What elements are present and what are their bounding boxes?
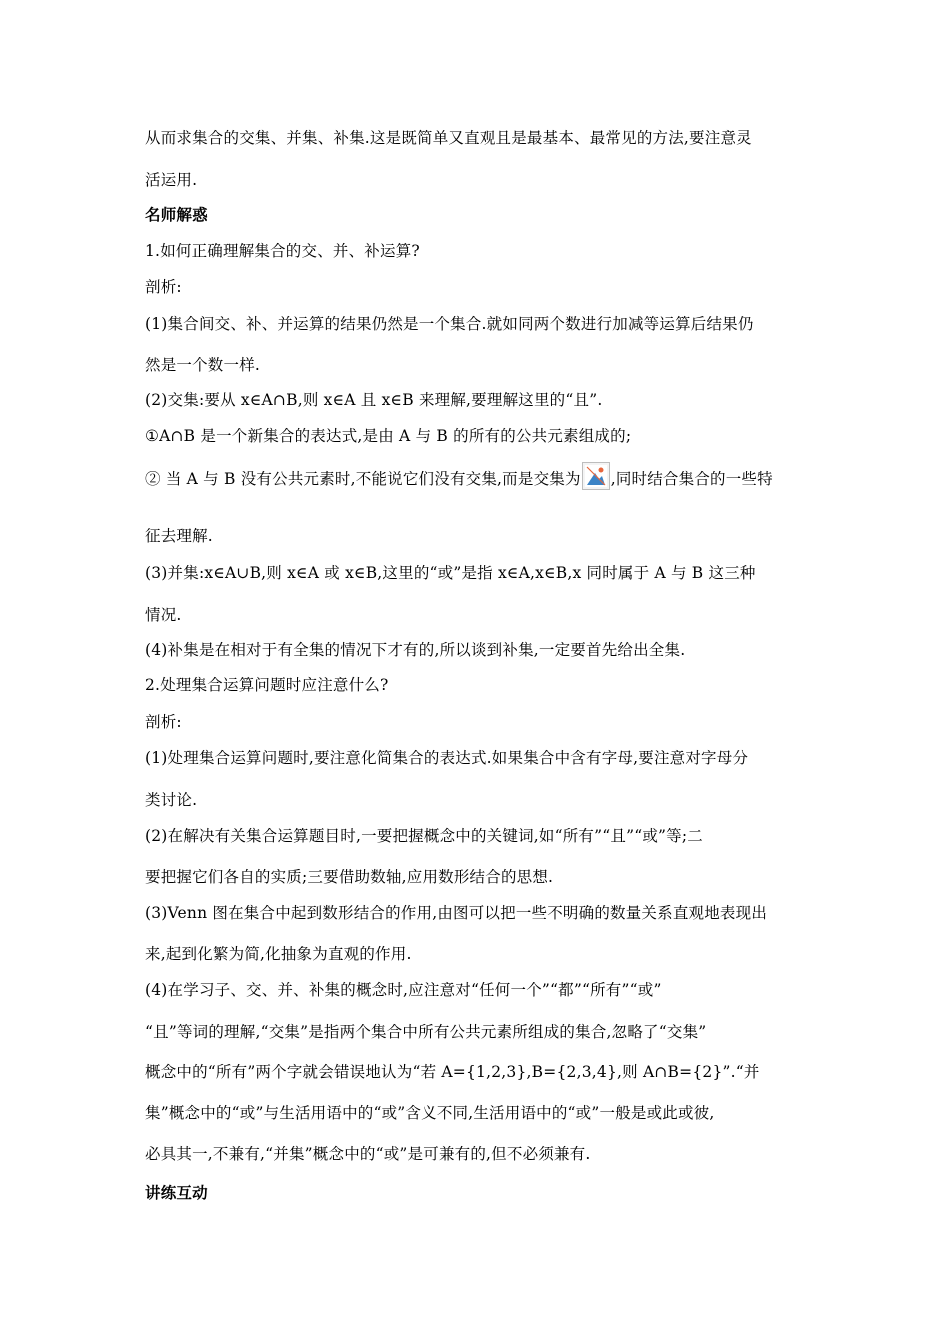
text-line: (1)集合间交、补、并运算的结果仍然是一个集合.就如同两个数进行加减等运算后结果仍 — [145, 315, 754, 333]
text-line: 活运用. — [145, 171, 198, 189]
text-line: (4)在学习子、交、并、补集的概念时,应注意对“任何一个”“都”“所有”“或” — [145, 981, 662, 999]
text-line: 从而求集合的交集、并集、补集.这是既简单又直观且是最基本、最常见的方法,要注意灵 — [145, 129, 752, 147]
question-heading: 2.处理集合运算问题时应注意什么? — [145, 676, 389, 694]
text-line: 情况. — [145, 606, 182, 624]
text-line: (2)交集:要从 x∈A∩B,则 x∈A 且 x∈B 来理解,要理解这里的“且”. — [145, 391, 603, 409]
text-segment: ② 当 A 与 B 没有公共元素时,不能说它们没有交集,而是交集为 — [145, 470, 581, 488]
text-line: “且”等词的理解,“交集”是指两个集合中所有公共元素所组成的集合,忽略了“交集” — [145, 1023, 707, 1041]
text-line: 来,起到化繁为简,化抽象为直观的作用. — [145, 945, 412, 963]
text-line: 剖析: — [145, 278, 182, 296]
question-heading: 1.如何正确理解集合的交、并、补运算? — [145, 242, 420, 260]
text-line: (4)补集是在相对于有全集的情况下才有的,所以谈到补集,一定要首先给出全集. — [145, 641, 686, 659]
text-line: (3)并集:x∈A∪B,则 x∈A 或 x∈B,这里的“或”是指 x∈A,x∈B,x 同时属于 A 与 B 这三种 — [145, 564, 756, 582]
text-line: (3)Venn 图在集合中起到数形结合的作用,由图可以把一些不明确的数量关系直观地表现出 — [145, 904, 768, 922]
text-line: (2)在解决有关集合运算题目时,一要把握概念中的关键词,如“所有”“且”“或”等;二 — [145, 827, 703, 845]
text-line: 然是一个数一样. — [145, 356, 261, 374]
text-line: 要把握它们各自的实质;三要借助数轴,应用数形结合的思想. — [145, 868, 554, 886]
text-line: (1)处理集合运算问题时,要注意化简集合的表达式.如果集合中含有字母,要注意对字母分 — [145, 749, 749, 767]
text-line: 集”概念中的“或”与生活用语中的“或”含义不同,生活用语中的“或”一般是或此或彼, — [145, 1104, 715, 1122]
broken-image-icon — [582, 462, 610, 490]
text-line: 必具其一,不兼有,“并集”概念中的“或”是可兼有的,但不必须兼有. — [145, 1145, 591, 1163]
text-line: 征去理解. — [145, 527, 213, 545]
text-line: ①A∩B 是一个新集合的表达式,是由 A 与 B 的所有的公共元素组成的; — [145, 427, 632, 445]
text-segment: ,同时结合集合的一些特 — [610, 470, 773, 488]
section-heading: 讲练互动 — [145, 1184, 208, 1202]
text-line: 类讨论. — [145, 791, 198, 809]
text-line-with-image — [145, 462, 773, 490]
text-line: 剖析: — [145, 713, 182, 731]
section-heading: 名师解惑 — [145, 206, 208, 224]
text-line: 概念中的“所有”两个字就会错误地认为“若 A={1,2,3},B={2,3,4},则 A∩B={2}”.“并 — [145, 1063, 760, 1081]
